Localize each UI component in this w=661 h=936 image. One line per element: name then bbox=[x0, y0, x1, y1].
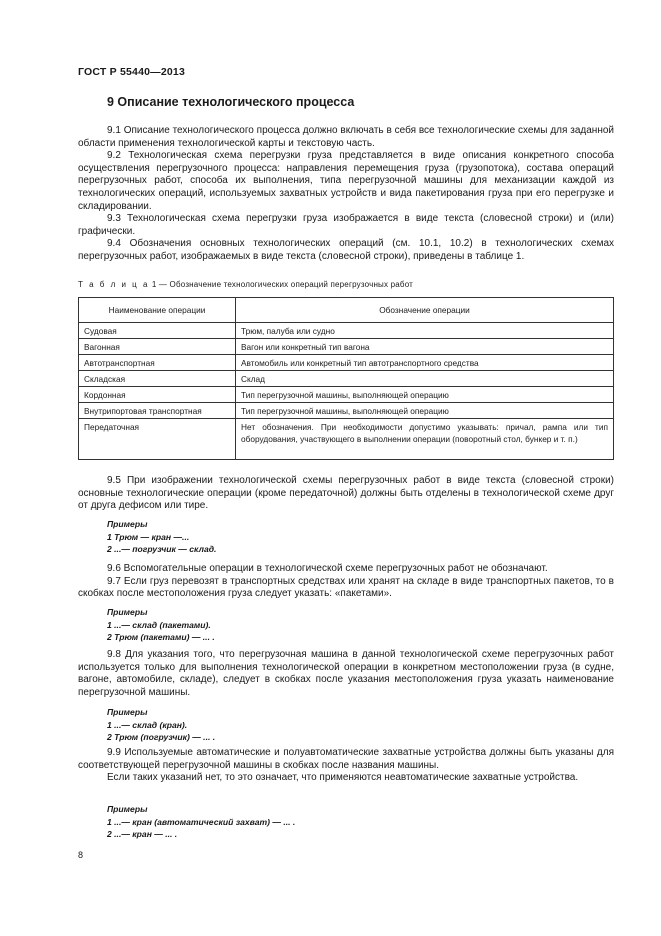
examples-block-3 bbox=[107, 706, 215, 744]
paragraph-9-9: 9.9 Используемые автоматические и полуавтоматические захватные устройства должны быть указаны для соответствующей перегрузочной машины в скобках после названия машины. bbox=[78, 747, 614, 771]
example-line: 1 ...— склад (пакетами). bbox=[107, 619, 211, 630]
examples-label: Примеры bbox=[107, 519, 148, 529]
table-row bbox=[79, 419, 614, 460]
examples-block-4 bbox=[107, 803, 295, 841]
table-row bbox=[79, 323, 614, 339]
paragraph-block-9-9 bbox=[78, 747, 614, 785]
column-header-operation-designation: Обозначение операции bbox=[236, 298, 614, 323]
paragraph-9-2: 9.2 Технологическая схема перегрузки груза представляется в виде описания конкретного способа осуществления перегрузочного процесса: направления перемещения груза (грузопотока), состава операций перегрузочных работ, способа их выполнения, типа перегрузочной машины для механизации каждой из технологических операций, используемых захватных устройств и вида пакетирования груза при его перегрузке и складировании. bbox=[78, 150, 614, 212]
examples-label: Примеры bbox=[107, 707, 148, 717]
paragraph-9-1: 9.1 Описание технологического процесса должно включать в себя все технологические схемы для заданной области применения технологической карты и текстовую часть. bbox=[78, 125, 614, 149]
example-line: 2 ...— кран — ... . bbox=[107, 829, 178, 839]
table-cell: Тип перегрузочной машины, выполняющей операцию bbox=[236, 387, 614, 403]
example-line: 2 Трюм (погрузчик) — ... . bbox=[107, 732, 216, 742]
examples-block-2 bbox=[107, 606, 215, 644]
table-cell: Нет обозначения. При необходимости допустимо указывать: причал, рампа или тип оборудования, участвующего в выполнении операции (поворотный стол, бункер и т. п.) bbox=[236, 419, 614, 460]
table-cell: Тип перегрузочной машины, выполняющей операцию bbox=[236, 403, 614, 419]
table-row bbox=[79, 355, 614, 371]
example-line: 2 Трюм (пакетами) — ... . bbox=[107, 632, 215, 642]
table-caption-text: 1 — Обозначение технологических операций перегрузочных работ bbox=[151, 280, 414, 289]
table-cell: Вагон или конкретный тип вагона bbox=[236, 339, 614, 355]
table-cell: Кордонная bbox=[79, 387, 236, 403]
section-title: 9 Описание технологического процесса bbox=[107, 95, 355, 109]
paragraph-9-6: 9.6 Вспомогательные операции в технологической схеме перегрузочных работ не обозначают. bbox=[107, 563, 548, 574]
example-line: 1 ...— кран (автоматический захват) — ... . bbox=[107, 816, 296, 827]
table-cell: Склад bbox=[236, 371, 614, 387]
paragraph-9-7: 9.7 Если груз перевозят в транспортных средствах или хранят на складе в виде транспортных пакетов, то в скобках после местоположения груза следует указать: «пакетами». bbox=[78, 575, 614, 600]
table-caption-label: Т а б л и ц а bbox=[78, 280, 150, 289]
examples-block-1 bbox=[107, 518, 216, 556]
table-cell: Автомобиль или конкретный тип автотранспортного средства bbox=[236, 355, 614, 371]
standard-header: ГОСТ Р 55440—2013 bbox=[78, 66, 186, 78]
examples-label: Примеры bbox=[107, 804, 148, 814]
column-header-operation-name: Наименование операции bbox=[79, 298, 236, 323]
table-cell: Складская bbox=[79, 371, 236, 387]
page-number: 8 bbox=[78, 850, 84, 860]
paragraph-9-9-continued: Если таких указаний нет, то это означает, что применяются неавтоматические захватные устройства. bbox=[107, 772, 579, 784]
table-row bbox=[79, 387, 614, 403]
table-cell: Судовая bbox=[79, 323, 236, 339]
table-cell: Вагонная bbox=[79, 339, 236, 355]
example-line: 2 ...— погрузчик — склад. bbox=[107, 544, 217, 554]
paragraph-block-9-5 bbox=[78, 475, 614, 513]
table-row bbox=[79, 371, 614, 387]
table-cell: Передаточная bbox=[79, 419, 236, 460]
table-caption bbox=[78, 280, 413, 289]
example-line: 1 ...— склад (кран). bbox=[107, 719, 188, 730]
table-cell: Внутрипортовая транспортная bbox=[79, 403, 236, 419]
table-cell: Трюм, палуба или судно bbox=[236, 323, 614, 339]
paragraph-9-4: 9.4 Обозначения основных технологических операций (см. 10.1, 10.2) в технологических схемах перегрузочных работ, изображаемых в виде текста (словесной строки), приведены в таблице 1. bbox=[78, 238, 614, 262]
table-cell: Автотранспортная bbox=[79, 355, 236, 371]
paragraph-9-5: 9.5 При изображении технологической схемы перегрузочных работ в виде текста (словесной строки) основные технологические операции (кроме передаточной) должны быть отделены в технологической схеме друг от друга дефисом или тире. bbox=[78, 475, 614, 512]
section-paragraphs bbox=[78, 125, 614, 264]
paragraph-9-8: 9.8 Для указания того, что перегрузочная машина в данной технологической схеме перегрузочных работ используется только для выполнения технологической операции в конкретном местоположении груза (в судне, вагоне, автомобиле, складе), следует в скобках после указания местоположения груза указать наименование перегрузочной машины. bbox=[78, 649, 614, 698]
paragraph-block-9-8 bbox=[78, 649, 614, 699]
examples-label: Примеры bbox=[107, 607, 148, 617]
example-line: 1 Трюм — кран —... bbox=[107, 531, 190, 542]
operations-table bbox=[78, 297, 614, 460]
paragraph-block-9-6-9-7 bbox=[78, 563, 614, 601]
table-row bbox=[79, 339, 614, 355]
paragraph-9-3: 9.3 Технологическая схема перегрузки груза изображается в виде текста (словесной строки) и (или) графически. bbox=[78, 213, 614, 237]
table-header-row bbox=[79, 298, 614, 323]
table-row bbox=[79, 403, 614, 419]
